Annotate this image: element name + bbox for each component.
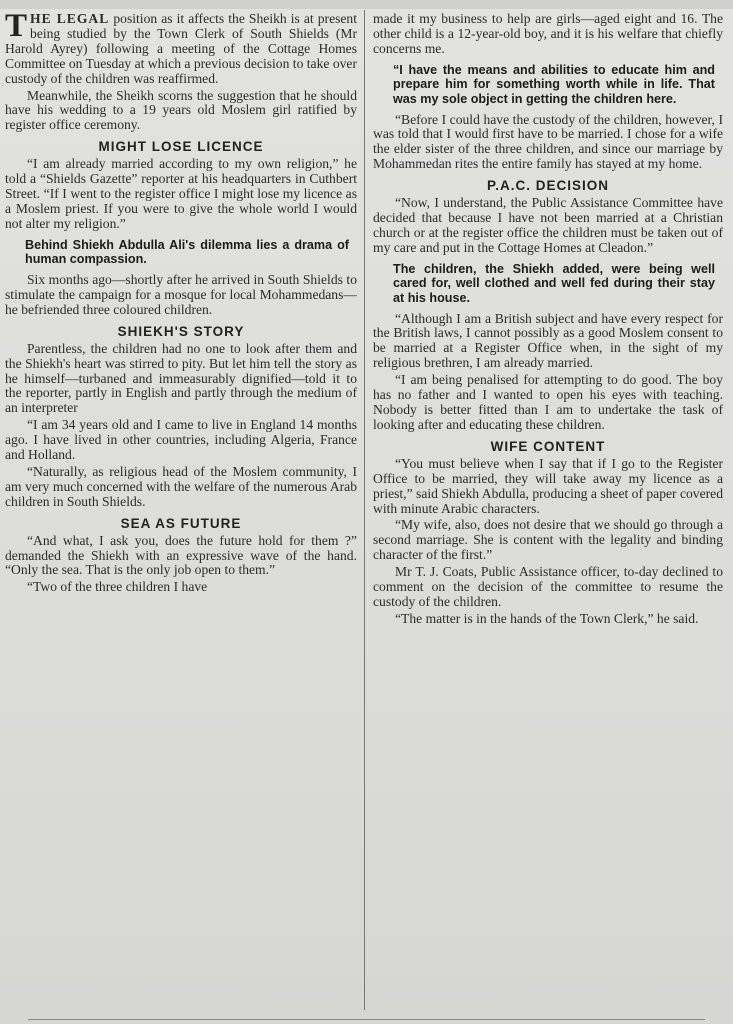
subheading-pac-decision: P.A.C. DECISION (486, 178, 610, 194)
right-column (373, 12, 723, 1010)
paragraph: Mr T. J. Coats, Public Assistance officer, to-day declined to comment on the decision of the committee to resume the custody of the children. (373, 564, 723, 609)
paragraph: “Before I could have the custody of the children, however, I was told that I would first have to be married. I chose for a wife the elder sister of the three children, and since our marriage by Mohammedan rites the entire family has stayed at my home. (373, 111, 723, 172)
subheading-sea-as-future: SEA AS FUTURE (120, 515, 242, 531)
paragraph: Meanwhile, the Sheikh scorns the suggestion that he should have his wedding to a 19 years old Moslem girl ratified by register office ceremony. (5, 87, 357, 133)
bold-paragraph: “I have the means and abilities to educate him and prepare him for something worth while in life. That was my sole object in getting the children here. (393, 62, 715, 106)
intro-lead-words: HE LEGAL (30, 12, 110, 26)
paragraph: Six months ago—shortly after he arrived in South Shields to stimulate the campaign for a mosque for local Mohammedans—he befriended three coloured children. (5, 271, 357, 317)
paragraph: made it my business to help are girls—aged eight and 16. The other child is a 12-year-old boy, and it is his welfare that chiefly concerns me. (373, 12, 723, 56)
intro-paragraph (5, 12, 357, 87)
paragraph: “I am already married according to my own religion,” he told a “Shields Gazette” reporter at his headquarters in Cuthbert Street. “If I went to the register office I might lose my licence as a Moslem priest. If you were to give the whole world I would not alter my religion.” (5, 156, 357, 231)
paragraph: Parentless, the children had no one to look after them and the Shiekh's heart was stirred to pity. But let him tell the story as he himself—turbaned and immeasurably dignified—told it to the reporter, partly in English and partly through the medium of an interpreter (5, 340, 357, 416)
paragraph: “Although I am a British subject and have every respect for the British laws, I cannot possibly as a good Moslem consent to be married at a Register Office when, in the sight of my religious brethren, I am already married. (373, 310, 723, 371)
drop-cap: T (5, 12, 28, 44)
subheading-might-lose-licence: MIGHT LOSE LICENCE (98, 139, 264, 155)
bottom-rule (28, 1019, 705, 1020)
cropped-headline-strip (0, 0, 733, 9)
bold-paragraph: The children, the Shiekh added, were being well cared for, well clothed and well fed during their stay at his house. (393, 261, 715, 305)
subheading-wife-content: WIFE CONTENT (490, 438, 606, 454)
paragraph: “My wife, also, does not desire that we should go through a second marriage. She is content with the legality and binding character of the first.” (373, 517, 723, 563)
bold-paragraph: Behind Shiekh Abdulla Ali's dilemma lies a drama of human compassion. (25, 237, 349, 267)
paragraph: “Now, I understand, the Public Assistance Committee have decided that because I have not been married at a Christian church or at the register office the children must be taken out of my care and put in the Cottage Homes at Cleadon.” (373, 195, 723, 255)
paragraph: “And what, I ask you, does the future hold for them ?” demanded the Shiekh with an expressive wave of the hand. “Only the sea. That is the only job open to them.” (5, 532, 357, 578)
paragraph: “Naturally, as religious head of the Moslem community, I am very much concerned with the welfare of the numerous Arab children in South Shields. (5, 463, 357, 509)
column-rule (364, 10, 365, 1010)
paragraph: “I am being penalised for attempting to do good. The boy has no father and I wanted to open his eyes with teaching. Nobody is better fitted than I am to undertake the task of looking after and educating these children. (373, 372, 723, 432)
left-column (5, 12, 357, 1010)
paragraph: “The matter is in the hands of the Town Clerk,” he said. (395, 610, 699, 626)
subheading-shiekhs-story: SHIEKH'S STORY (117, 323, 245, 339)
paragraph: “I am 34 years old and I came to live in England 14 months ago. I have lived in other countries, including Algeria, France and Holland. (5, 417, 357, 463)
paragraph: “Two of the three children I have (27, 579, 208, 595)
intro-text: position as it affects the Sheikh is at present being studied by the Town Clerk of South Shields (Mr Harold Ayrey) following a meeting of the Cottage Homes Committee on Tuesday at which a previous decision to take over custody of the children was reaffirmed. (5, 12, 357, 86)
paragraph: “You must believe when I say that if I go to the Register Office to be married, they will take away my licence as a priest,” said Shiekh Abdulla, producing a sheet of paper covered with minute Arabic characters. (373, 455, 723, 516)
